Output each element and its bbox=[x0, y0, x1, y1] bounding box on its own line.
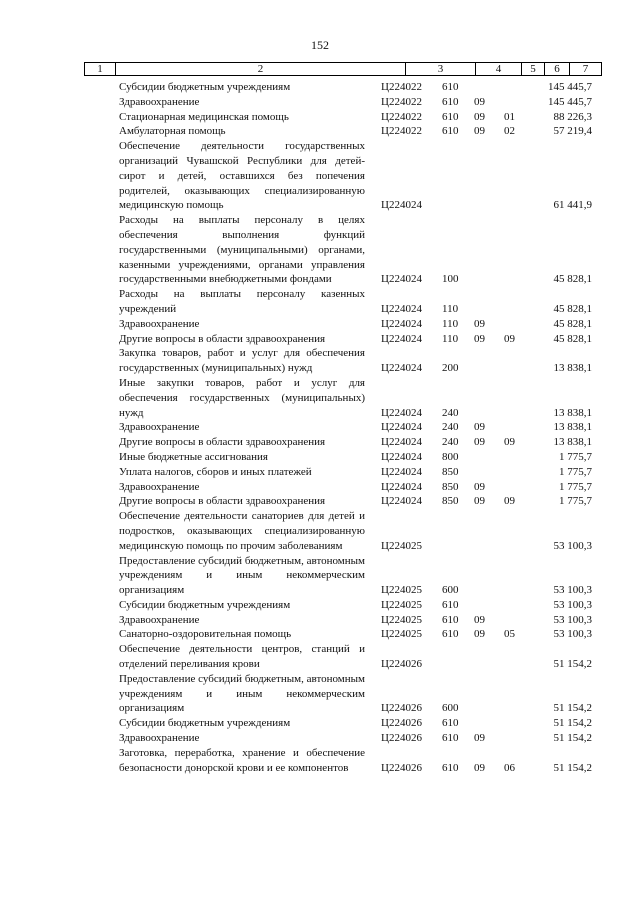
row-target-code: Ц224026 bbox=[381, 717, 422, 730]
row-target-code: Ц224024 bbox=[381, 450, 422, 463]
row-name: Предоставление субсидий бюджетным, автономным учреждениям и иным некоммерческим организациям bbox=[119, 672, 365, 715]
table-row bbox=[0, 110, 640, 125]
row-amount: 51 154,2 bbox=[553, 702, 592, 715]
table-row bbox=[0, 420, 640, 435]
row-expense-type: 610 bbox=[442, 81, 459, 93]
row-target-code: Ц224024 bbox=[381, 480, 422, 493]
row-target-code: Ц224022 bbox=[381, 81, 422, 93]
row-name: Стационарная медицинская помощь bbox=[119, 110, 289, 123]
table-row bbox=[0, 376, 640, 420]
row-section: 09 bbox=[474, 125, 485, 138]
row-subsection: 06 bbox=[504, 761, 515, 774]
row-expense-type: 200 bbox=[442, 362, 459, 375]
row-target-code: Ц224024 bbox=[381, 317, 422, 330]
header-col-5: 5 bbox=[522, 63, 545, 75]
row-amount: 61 441,9 bbox=[553, 199, 592, 212]
row-section: 09 bbox=[474, 761, 485, 774]
row-amount: 51 154,2 bbox=[553, 732, 592, 745]
table-row bbox=[0, 346, 640, 376]
row-expense-type: 850 bbox=[442, 480, 459, 493]
row-name: Расходы на выплаты персоналу в целях обеспечения выполнения функций государственными (муниципальными) органами, казенными учреждениями, органами управления государственными внебюджетными фондами bbox=[119, 214, 365, 286]
table-row bbox=[0, 287, 640, 317]
row-expense-type: 240 bbox=[442, 406, 459, 419]
row-amount: 13 838,1 bbox=[553, 406, 592, 419]
page-number: 152 bbox=[311, 38, 329, 52]
row-amount: 57 219,4 bbox=[553, 125, 592, 138]
row-expense-type: 610 bbox=[442, 732, 459, 745]
row-expense-type: 240 bbox=[442, 436, 459, 449]
row-expense-type: 600 bbox=[442, 702, 459, 715]
row-name: Другие вопросы в области здравоохранения bbox=[119, 332, 326, 345]
row-section: 09 bbox=[474, 436, 485, 449]
row-expense-type: 800 bbox=[442, 450, 459, 463]
header-col-1: 1 bbox=[85, 63, 116, 75]
row-target-code: Ц224022 bbox=[381, 110, 422, 123]
row-name: Здравоохранение bbox=[119, 480, 200, 493]
row-amount: 51 154,2 bbox=[553, 658, 592, 671]
row-subsection: 01 bbox=[504, 110, 515, 123]
row-name: Обеспечение деятельности государственных организаций Чувашской Республики для детей-сирот и детей, оставшихся без попечения родителей, оказывающих специализированную медицинскую помощь bbox=[119, 140, 365, 212]
row-section: 09 bbox=[474, 628, 485, 641]
table-row bbox=[0, 450, 640, 465]
row-subsection: 05 bbox=[504, 628, 515, 641]
table-row bbox=[0, 716, 640, 731]
row-name: Субсидии бюджетным учреждениям bbox=[119, 81, 291, 93]
header-col-2: 2 bbox=[116, 63, 406, 75]
row-amount: 53 100,3 bbox=[553, 584, 592, 597]
row-expense-type: 610 bbox=[442, 628, 459, 641]
row-target-code: Ц224026 bbox=[381, 658, 422, 671]
table-row bbox=[0, 465, 640, 480]
row-name: Иные закупки товаров, работ и услуг для обеспечения государственных (муниципальных) нужд bbox=[119, 376, 365, 419]
row-section: 09 bbox=[474, 332, 485, 345]
row-name: Иные бюджетные ассигнования bbox=[119, 450, 268, 463]
row-expense-type: 110 bbox=[442, 302, 459, 315]
row-target-code: Ц224024 bbox=[381, 362, 422, 375]
row-expense-type: 610 bbox=[442, 125, 459, 138]
row-name: Здравоохранение bbox=[119, 732, 200, 745]
row-target-code: Ц224026 bbox=[381, 732, 422, 745]
table-row bbox=[0, 746, 640, 776]
table-row bbox=[0, 598, 640, 613]
row-name: Обеспечение деятельности центров, станций и отделений переливания крови bbox=[119, 643, 365, 671]
row-target-code: Ц224024 bbox=[381, 436, 422, 449]
row-name: Субсидии бюджетным учреждениям bbox=[119, 598, 291, 611]
row-name: Уплата налогов, сборов и иных платежей bbox=[119, 465, 312, 478]
table-row bbox=[0, 642, 640, 672]
row-name: Здравоохранение bbox=[119, 613, 200, 626]
row-target-code: Ц224024 bbox=[381, 199, 422, 212]
table-row bbox=[0, 672, 640, 716]
row-expense-type: 610 bbox=[442, 613, 459, 626]
table-row bbox=[0, 332, 640, 347]
row-target-code: Ц224024 bbox=[381, 406, 422, 419]
row-amount: 13 838,1 bbox=[553, 362, 592, 375]
row-expense-type: 110 bbox=[442, 332, 459, 345]
row-amount: 1 775,7 bbox=[559, 450, 592, 463]
table-row bbox=[0, 139, 640, 213]
row-name: Расходы на выплаты персоналу казенных учреждений bbox=[119, 288, 365, 315]
row-target-code: Ц224024 bbox=[381, 302, 422, 315]
row-subsection: 02 bbox=[504, 125, 515, 138]
row-section: 09 bbox=[474, 110, 485, 123]
table-row bbox=[0, 124, 640, 139]
row-target-code: Ц224024 bbox=[381, 465, 422, 478]
row-name: Здравоохранение bbox=[119, 317, 200, 330]
row-amount: 13 838,1 bbox=[553, 436, 592, 449]
row-amount: 45 828,1 bbox=[553, 273, 592, 286]
table-row bbox=[0, 80, 640, 95]
row-subsection: 09 bbox=[504, 436, 515, 449]
row-section: 09 bbox=[474, 95, 485, 108]
header-col-4: 4 bbox=[476, 63, 522, 75]
row-expense-type: 610 bbox=[442, 761, 459, 774]
row-amount: 145 445,7 bbox=[548, 95, 592, 108]
row-amount: 53 100,3 bbox=[553, 539, 592, 552]
row-subsection: 09 bbox=[504, 495, 515, 508]
row-section: 09 bbox=[474, 317, 485, 330]
row-amount: 53 100,3 bbox=[553, 613, 592, 626]
row-section: 09 bbox=[474, 480, 485, 493]
row-expense-type: 850 bbox=[442, 465, 459, 478]
row-target-code: Ц224024 bbox=[381, 332, 422, 345]
row-target-code: Ц224022 bbox=[381, 95, 422, 108]
row-expense-type: 600 bbox=[442, 584, 459, 597]
row-amount: 53 100,3 bbox=[553, 628, 592, 641]
row-target-code: Ц224025 bbox=[381, 628, 422, 641]
table-row bbox=[0, 95, 640, 110]
row-amount: 45 828,1 bbox=[553, 332, 592, 345]
row-expense-type: 610 bbox=[442, 717, 459, 730]
row-section: 09 bbox=[474, 613, 485, 626]
row-target-code: Ц224026 bbox=[381, 702, 422, 715]
row-name: Заготовка, переработка, хранение и обеспечение безопасности донорской крови и ее компонентов bbox=[119, 746, 365, 774]
row-name: Амбулаторная помощь bbox=[119, 125, 226, 138]
row-amount: 45 828,1 bbox=[553, 317, 592, 330]
row-target-code: Ц224026 bbox=[381, 761, 422, 774]
row-expense-type: 240 bbox=[442, 421, 459, 434]
row-name: Здравоохранение bbox=[119, 95, 200, 108]
row-name: Другие вопросы в области здравоохранения bbox=[119, 495, 326, 508]
header-col-6: 6 bbox=[545, 63, 570, 75]
row-amount: 45 828,1 bbox=[553, 302, 592, 315]
row-expense-type: 110 bbox=[442, 317, 459, 330]
table-row bbox=[0, 317, 640, 332]
table-row bbox=[0, 480, 640, 495]
row-amount: 53 100,3 bbox=[553, 598, 592, 611]
row-section: 09 bbox=[474, 495, 485, 508]
table-row bbox=[0, 213, 640, 287]
row-name: Закупка товаров, работ и услуг для обеспечения государственных (муниципальных) нужд bbox=[119, 347, 365, 375]
table-row bbox=[0, 494, 640, 509]
row-amount: 51 154,2 bbox=[553, 761, 592, 774]
row-expense-type: 610 bbox=[442, 598, 459, 611]
row-amount: 1 775,7 bbox=[559, 495, 592, 508]
header-col-7: 7 bbox=[582, 63, 589, 75]
row-amount: 1 775,7 bbox=[559, 465, 592, 478]
row-subsection: 09 bbox=[504, 332, 515, 345]
row-amount: 145 445,7 bbox=[548, 81, 592, 93]
table-header bbox=[84, 62, 602, 76]
row-name: Субсидии бюджетным учреждениям bbox=[119, 717, 291, 730]
row-expense-type: 610 bbox=[442, 110, 459, 123]
table-row bbox=[0, 731, 640, 746]
row-expense-type: 100 bbox=[442, 273, 459, 286]
row-target-code: Ц224025 bbox=[381, 539, 422, 552]
row-name: Предоставление субсидий бюджетным, автономным учреждениям и иным некоммерческим организациям bbox=[119, 554, 365, 597]
row-name: Обеспечение деятельности санаториев для детей и подростков, оказывающих специализированную медицинскую помощь по прочим заболеваниям bbox=[119, 510, 365, 552]
table-row bbox=[0, 554, 640, 598]
table-row bbox=[0, 613, 640, 628]
table-body bbox=[0, 80, 640, 775]
row-target-code: Ц224022 bbox=[381, 125, 422, 138]
row-amount: 1 775,7 bbox=[559, 480, 592, 493]
table-row bbox=[0, 509, 640, 553]
row-expense-type: 610 bbox=[442, 95, 459, 108]
row-amount: 88 226,3 bbox=[553, 110, 592, 123]
row-expense-type: 850 bbox=[442, 495, 459, 508]
row-target-code: Ц224025 bbox=[381, 598, 422, 611]
row-section: 09 bbox=[474, 421, 485, 434]
row-target-code: Ц224024 bbox=[381, 273, 422, 286]
row-target-code: Ц224025 bbox=[381, 584, 422, 597]
row-target-code: Ц224024 bbox=[381, 421, 422, 434]
row-section: 09 bbox=[474, 732, 485, 745]
header-col-3: 3 bbox=[406, 63, 476, 75]
row-target-code: Ц224025 bbox=[381, 613, 422, 626]
row-name: Здравоохранение bbox=[119, 421, 200, 434]
row-name: Другие вопросы в области здравоохранения bbox=[119, 436, 326, 449]
row-amount: 51 154,2 bbox=[553, 717, 592, 730]
row-name: Санаторно-оздоровительная помощь bbox=[119, 628, 292, 641]
table-row bbox=[0, 435, 640, 450]
row-target-code: Ц224024 bbox=[381, 495, 422, 508]
table-row bbox=[0, 627, 640, 642]
row-amount: 13 838,1 bbox=[553, 421, 592, 434]
